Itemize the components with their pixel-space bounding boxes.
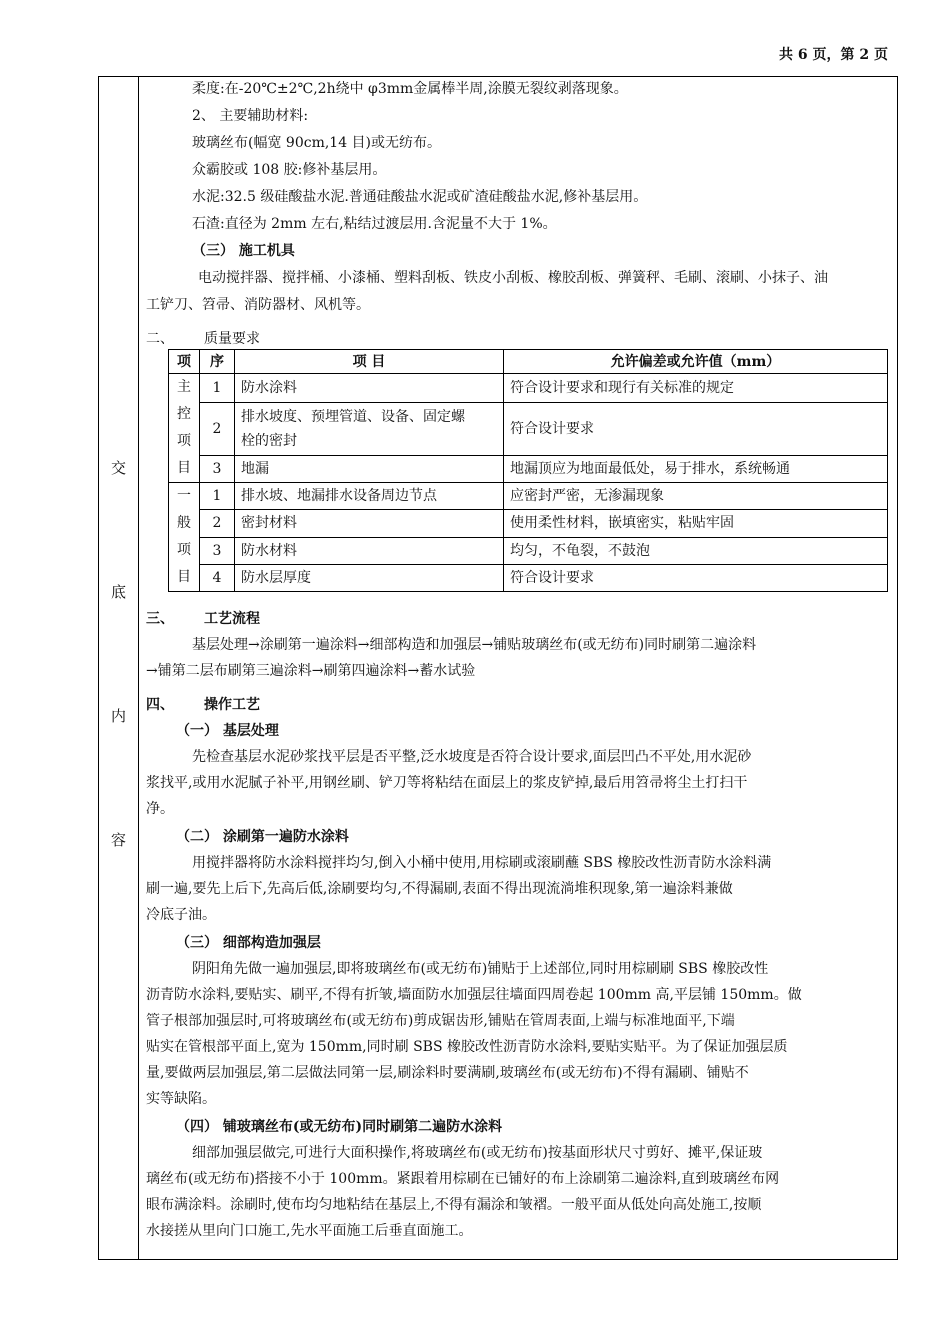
text-line: 浆找平,或用水泥腻子补平,用钢丝刷、铲刀等将粘结在面层上的浆皮铲掉,最后用笤帚将尘土打扫干 [146, 775, 748, 791]
table-row [169, 564, 888, 591]
row-item: 密封材料 [235, 510, 504, 537]
label-char: 底 [110, 583, 126, 601]
table-row [169, 455, 888, 482]
label-char: 容 [110, 831, 126, 849]
text-line: 用搅拌器将防水涂料搅拌均匀,倒入小桶中使用,用棕刷或滚刷蘸 SBS 橡胶改性沥青防水涂料满 [192, 855, 772, 871]
table-row [169, 374, 888, 403]
table-header: 允许偏差或允许值（mm） [504, 350, 888, 374]
text-line: 刷一遍,要先上后下,先高后低,涂刷要均匀,不得漏刷,表面不得出现流淌堆积现象,第一遍涂料兼做 [146, 881, 733, 897]
text-line: 实等缺陷。 [146, 1091, 216, 1107]
text-line: 柔度:在-20℃±2℃,2h绕中 φ3mm金属棒半周,涂膜无裂纹剥落现象。 [192, 81, 628, 97]
row-item: 防水材料 [235, 537, 504, 564]
table-row [169, 483, 888, 510]
table-header: 序 [200, 350, 235, 374]
group-general: 一 般 项 目 [169, 483, 200, 592]
row-item: 防水涂料 [235, 374, 504, 403]
subsection-heading: （四） 铺玻璃丝布(或无纺布)同时刷第二遍防水涂料 [176, 1119, 503, 1135]
handover-form-frame [98, 76, 898, 1260]
text-line: →铺第二层布刷第三遍涂料→刷第四遍涂料→蓄水试验 [146, 663, 476, 679]
text-line: 水接搓从里向门口施工,先水平面施工后垂直面施工。 [146, 1223, 473, 1239]
text-line: 净。 [146, 801, 174, 817]
text-line: 璃丝布(或无纺布)搭接不小于 100mm。紧跟着用棕刷在已铺好的布上涂刷第二遍涂料,直到玻璃丝布网 [146, 1171, 780, 1187]
text-line: 水泥:32.5 级硅酸盐水泥.普通硅酸盐水泥或矿渣硅酸盐水泥,修补基层用。 [192, 189, 648, 205]
text-line: 管子根部加强层时,可将玻璃丝布(或无纺布)剪成锯齿形,铺贴在管周表面,上端与标准地面平,下端 [146, 1013, 735, 1029]
subsection-heading: （三） 施工机具 [192, 243, 295, 259]
row-no: 1 [200, 374, 235, 403]
table-header: 项 [169, 350, 200, 374]
text-line: 眼布满涂料。涂刷时,使布均匀地粘结在基层上,不得有漏涂和皱褶。一般平面从低处向高处施工,按顺 [146, 1197, 762, 1213]
text-line: 众霸胶或 108 胶:修补基层用。 [192, 162, 387, 178]
row-value: 符合设计要求 [504, 403, 888, 455]
row-value: 应密封严密，无渗漏现象 [504, 483, 888, 510]
text-line: 阴阳角先做一遍加强层,即将玻璃丝布(或无纺布)铺贴于上述部位,同时用棕刷刷 SBS 橡胶改性 [192, 961, 769, 977]
row-value: 使用柔性材料，嵌填密实，粘贴牢固 [504, 510, 888, 537]
row-value: 符合设计要求 [504, 564, 888, 591]
quality-requirements-table [168, 349, 888, 592]
table-row [169, 510, 888, 537]
section-heading: 操作工艺 [204, 697, 260, 713]
section-number: 三、 [146, 611, 174, 627]
text-line: 沥青防水涂料,要贴实、刷平,不得有折皱,墙面防水加强层往墙面四周卷起 100mm 高,平层铺 150mm。做 [146, 987, 802, 1003]
subsection-heading: （一） 基层处理 [176, 723, 279, 739]
label-char: 内 [110, 707, 126, 725]
text-line: 玻璃丝布(幅宽 90cm,14 目)或无纺布。 [192, 135, 442, 151]
row-no: 2 [200, 510, 235, 537]
table-header: 项 目 [235, 350, 504, 374]
row-item: 排水坡、地漏排水设备周边节点 [235, 483, 504, 510]
row-no: 4 [200, 564, 235, 591]
text-line: 基层处理→涂刷第一遍涂料→细部构造和加强层→铺贴玻璃丝布(或无纺布)同时刷第二遍涂料 [192, 637, 757, 653]
row-no: 3 [200, 537, 235, 564]
text-line: 细部加强层做完,可进行大面积操作,将玻璃丝布(或无纺布)按基面形状尺寸剪好、摊平,保证玻 [192, 1145, 763, 1161]
row-item: 防水层厚度 [235, 564, 504, 591]
section-heading: 工艺流程 [204, 611, 260, 627]
row-item: 地漏 [235, 455, 504, 482]
subsection-heading: （三） 细部构造加强层 [176, 935, 321, 951]
text-line: 量,要做两层加强层,第二层做法同第一层,刷涂料时要满刷,玻璃丝布(或无纺布)不得有漏刷、铺贴不 [146, 1065, 749, 1081]
row-no: 2 [200, 403, 235, 455]
row-no: 3 [200, 455, 235, 482]
text-line: 石渣:直径为 2mm 左右,粘结过渡层用.含泥量不大于 1%。 [192, 216, 557, 232]
label-char: 交 [110, 459, 126, 477]
text-line: 先检查基层水泥砂浆找平层是否平整,泛水坡度是否符合设计要求,面层凹凸不平处,用水泥砂 [192, 749, 752, 765]
section-number: 二、 [146, 331, 174, 347]
subsection-heading: （二） 涂刷第一遍防水涂料 [176, 829, 349, 845]
row-value: 地漏顶应为地面最低处，易于排水，系统畅通 [504, 455, 888, 482]
row-no: 1 [200, 483, 235, 510]
row-value: 符合设计要求和现行有关标准的规定 [504, 374, 888, 403]
text-line: 2、 主要辅助材料: [192, 108, 309, 124]
section-heading: 质量要求 [204, 331, 260, 347]
row-value: 均匀，不龟裂，不鼓泡 [504, 537, 888, 564]
text-line: 冷底子油。 [146, 907, 216, 923]
text-line: 工铲刀、笤帚、消防器材、风机等。 [146, 297, 370, 313]
group-main-control: 主 控 项 目 [169, 374, 200, 483]
row-item: 排水坡度、预埋管道、设备、固定螺 栓的密封 [235, 403, 504, 455]
text-line: 电动搅拌器、搅拌桶、小漆桶、塑料刮板、铁皮小刮板、橡胶刮板、弹簧秤、毛刷、滚刷、小抹子、油 [198, 270, 828, 286]
page-counter: 共 6 页，第 2 页 [779, 47, 888, 63]
text-line: 贴实在管根部平面上,宽为 150mm,同时刷 SBS 橡胶改性沥青防水涂料,要贴实贴平。为了保证加强层质 [146, 1039, 788, 1055]
handover-content-label [99, 77, 139, 1259]
section-number: 四、 [146, 697, 174, 713]
table-row [169, 403, 888, 455]
table-row [169, 537, 888, 564]
